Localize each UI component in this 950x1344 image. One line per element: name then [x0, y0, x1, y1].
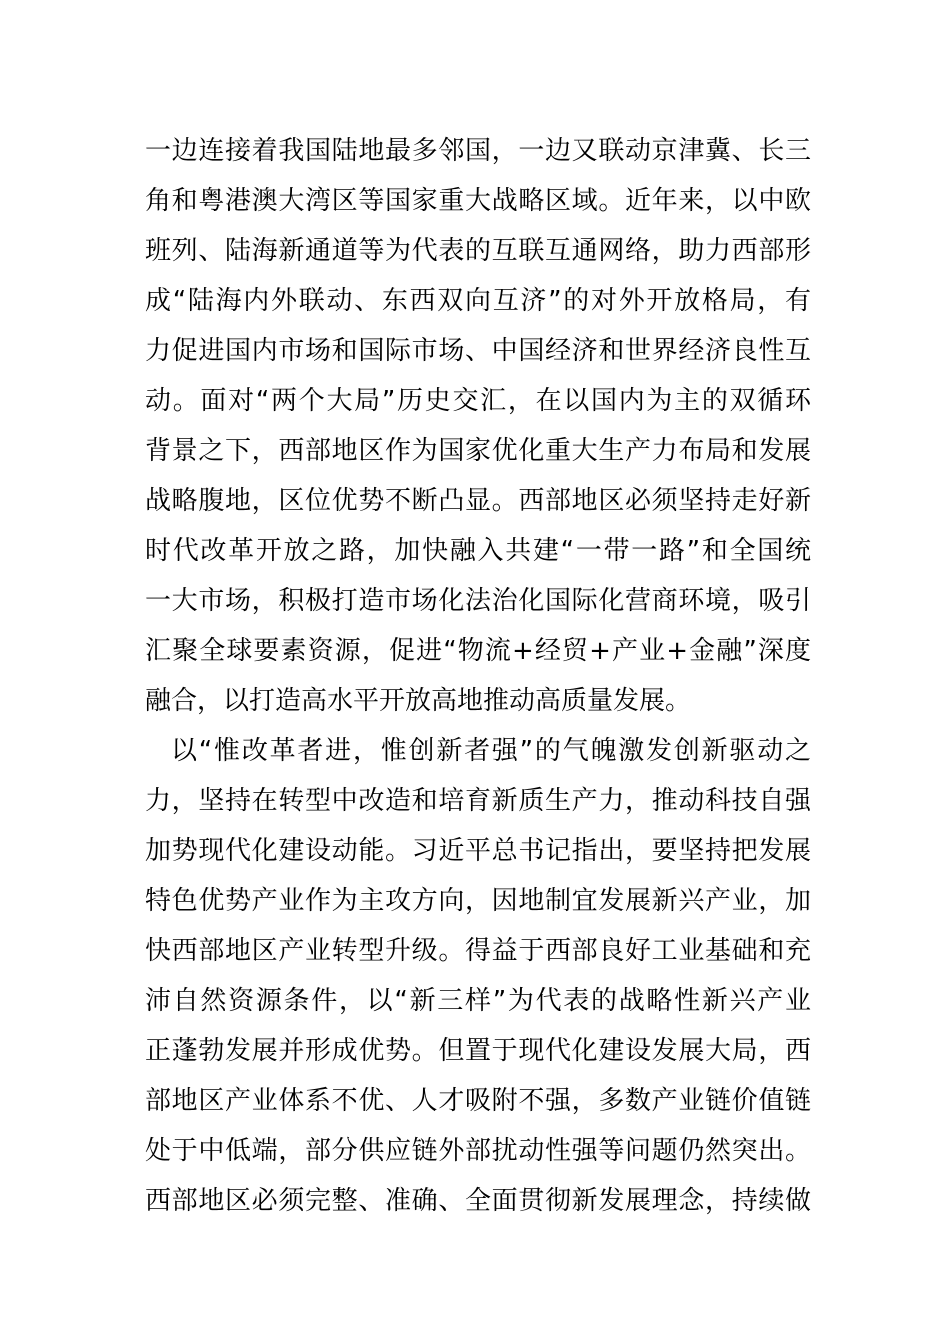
text-line: 加势现代化建设动能。习近平总书记指出，要坚持把发展	[145, 836, 811, 866]
text-line: 动。面对“两个大局”历史交汇，在以国内为主的双循环	[145, 386, 811, 416]
paragraph-2	[145, 726, 811, 1226]
text-line: 部地区产业体系不优、人才吸附不强，多数产业链价值链	[145, 1086, 811, 1116]
text-line: 力促进国内市场和国际市场、中国经济和世界经济良性互	[145, 336, 811, 366]
text-line: 一大市场，积极打造市场化法治化国际化营商环境，吸引	[145, 586, 811, 616]
text-line: 角和粤港澳大湾区等国家重大战略区域。近年来，以中欧	[145, 186, 811, 216]
text-line: 以“惟改革者进，惟创新者强”的气魄激发创新驱动之	[171, 736, 811, 766]
text-line: 班列、陆海新通道等为代表的互联互通网络，助力西部形	[145, 236, 811, 266]
text-line: 沛自然资源条件，以“新三样”为代表的战略性新兴产业	[145, 986, 811, 1016]
text-line: 成“陆海内外联动、东西双向互济”的对外开放格局，有	[145, 286, 811, 316]
text-line: 战略腹地，区位优势不断凸显。西部地区必须坚持走好新	[145, 486, 811, 516]
text-line: 处于中低端，部分供应链外部扰动性强等问题仍然突出。	[145, 1136, 811, 1166]
text-line: 汇聚全球要素资源，促进“物流+经贸+产业+金融”深度	[145, 636, 811, 666]
text-line: 背景之下，西部地区作为国家优化重大生产力布局和发展	[145, 436, 811, 466]
text-line: 正蓬勃发展并形成优势。但置于现代化建设发展大局，西	[145, 1036, 811, 1066]
body-text	[145, 126, 811, 1226]
text-line: 快西部地区产业转型升级。得益于西部良好工业基础和充	[145, 936, 811, 966]
text-line: 西部地区必须完整、准确、全面贯彻新发展理念，持续做	[145, 1186, 811, 1216]
text-line: 一边连接着我国陆地最多邻国，一边又联动京津冀、长三	[145, 136, 811, 166]
paragraph-1	[145, 126, 811, 726]
text-line: 融合，以打造高水平开放高地推动高质量发展。	[145, 686, 692, 716]
text-line: 特色优势产业作为主攻方向，因地制宜发展新兴产业，加	[145, 886, 811, 916]
text-line: 力，坚持在转型中改造和培育新质生产力，推动科技自强	[145, 786, 811, 816]
text-line: 时代改革开放之路，加快融入共建“一带一路”和全国统	[145, 536, 811, 566]
